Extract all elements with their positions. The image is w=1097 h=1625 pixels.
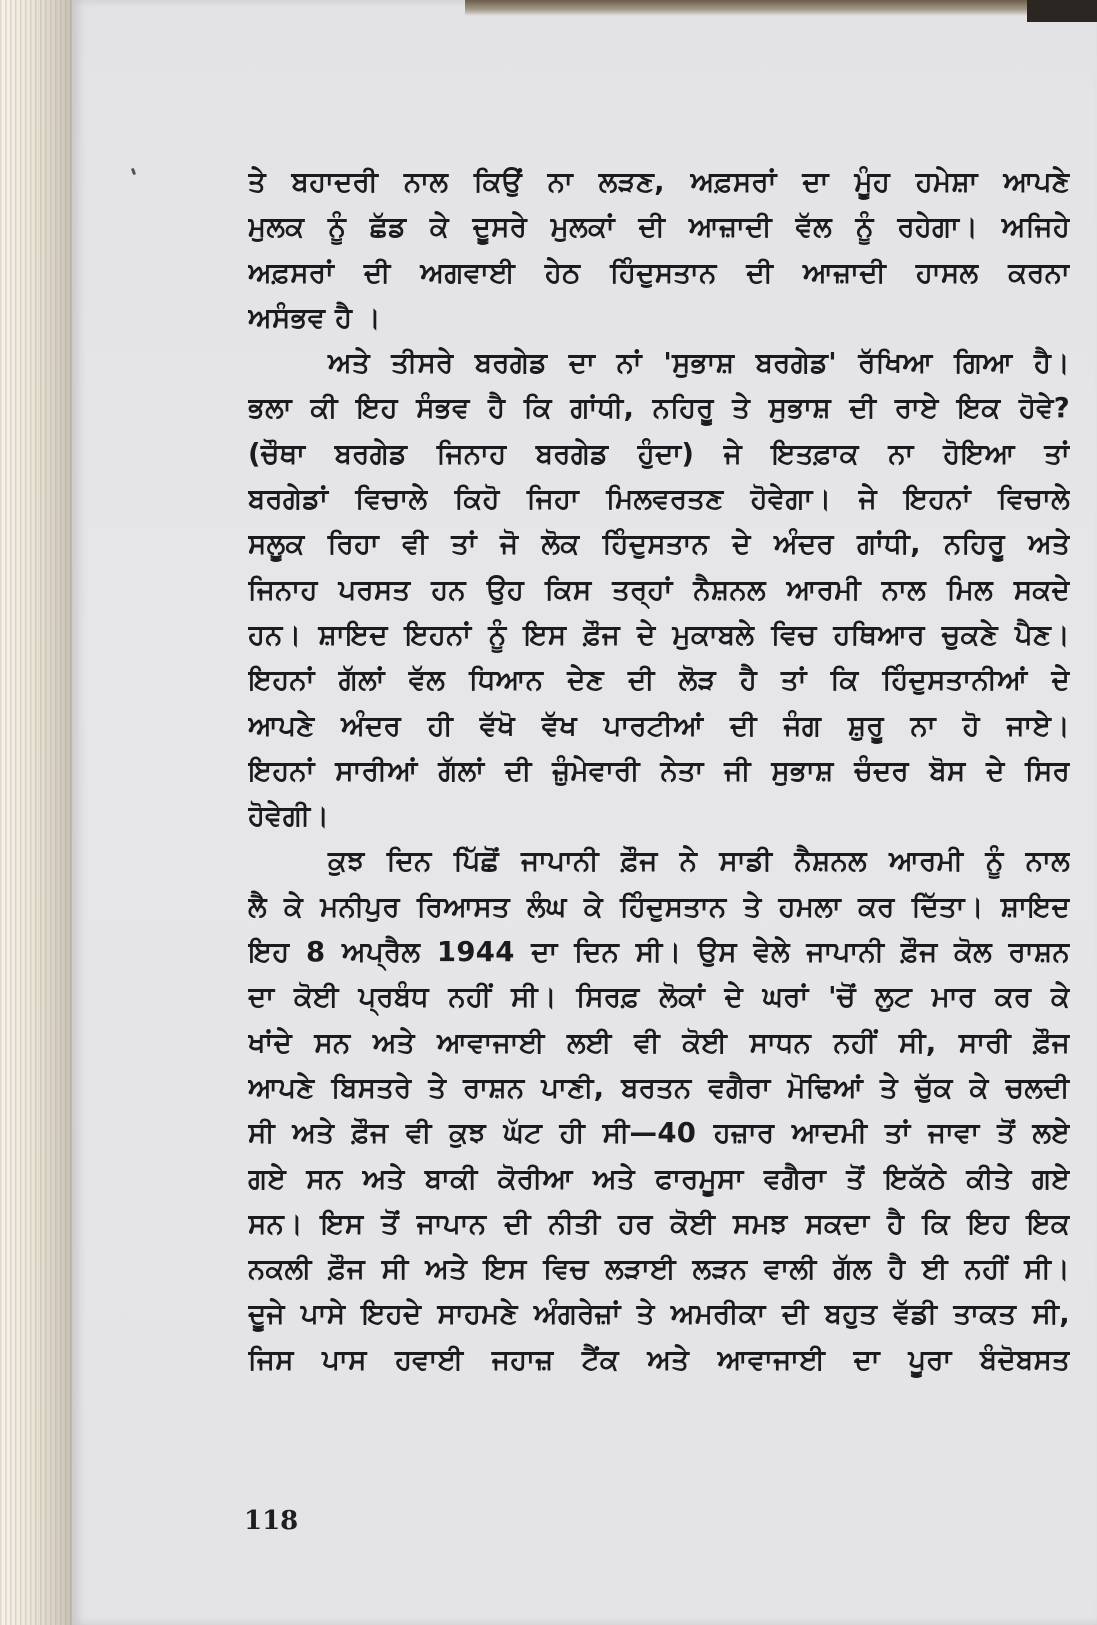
- text-line: ਅਤੇ ਤੀਸਰੇ ਬਰਗੇਡ ਦਾ ਨਾਂ 'ਸੁਭਾਸ਼ ਬਰਗੇਡ' ਰੱਖਿਆ ਗਿਆ ਹੈ।: [328, 347, 1070, 380]
- page-number: 118: [244, 1506, 299, 1536]
- text-line: ਨਕਲੀ ਫ਼ੌਜ ਸੀ ਅਤੇ ਇਸ ਵਿਚ ਲੜਾਈ ਲੜਨ ਵਾਲੀ ਗੱਲ ਹੈ ਈ ਨਹੀਂ ਸੀ।: [248, 1253, 1070, 1286]
- body-text: [248, 160, 1070, 1383]
- text-line: ਇਹ 8 ਅਪ੍ਰੈਲ 1944 ਦਾ ਦਿਨ ਸੀ। ਉਸ ਵੇਲੇ ਜਾਪਾਨੀ ਫ਼ੌਜ ਕੋਲ ਰਾਸ਼ਨ: [248, 936, 1070, 969]
- top-shadow-strip: [465, 0, 1097, 16]
- text-line: ਇਹਨਾਂ ਗੱਲਾਂ ਵੱਲ ਧਿਆਨ ਦੇਣ ਦੀ ਲੋੜ ਹੈ ਤਾਂ ਕਿ ਹਿੰਦੁਸਤਾਨੀਆਂ ਦੇ: [248, 664, 1070, 697]
- text-line: ਜਿਨਾਹ ਪਰਸਤ ਹਨ ਉਹ ਕਿਸ ਤਰ੍ਹਾਂ ਨੈਸ਼ਨਲ ਆਰਮੀ ਨਾਲ ਮਿਲ ਸਕਦੇ: [248, 573, 1070, 606]
- text-line: ਆਪਣੇ ਬਿਸਤਰੇ ਤੇ ਰਾਸ਼ਨ ਪਾਣੀ, ਬਰਤਨ ਵਗੈਰਾ ਮੋਢਿਆਂ ਤੇ ਚੁੱਕ ਕੇ ਚਲਦੀ: [248, 1071, 1070, 1104]
- text-line: ਲੈ ਕੇ ਮਨੀਪੁਰ ਰਿਆਸਤ ਲੰਘ ਕੇ ਹਿੰਦੁਸਤਾਨ ਤੇ ਹਮਲਾ ਕਰ ਦਿੱਤਾ। ਸ਼ਾਇਦ: [248, 890, 1070, 923]
- text-line: ਭਲਾ ਕੀ ਇਹ ਸੰਭਵ ਹੈ ਕਿ ਗਾਂਧੀ, ਨਹਿਰੂ ਤੇ ਸੁਭਾਸ਼ ਦੀ ਰਾਏ ਇਕ ਹੋਵੇ?: [248, 392, 1070, 425]
- text-line: ਆਪਣੇ ਅੰਦਰ ਹੀ ਵੱਖੋ ਵੱਖ ਪਾਰਟੀਆਂ ਦੀ ਜੰਗ ਸ਼ੁਰੂ ਨਾ ਹੋ ਜਾਏ।: [248, 709, 1070, 742]
- text-line: ਖਾਂਦੇ ਸਨ ਅਤੇ ਆਵਾਜਾਈ ਲਈ ਵੀ ਕੋਈ ਸਾਧਨ ਨਹੀਂ ਸੀ, ਸਾਰੀ ਫ਼ੌਜ: [248, 1026, 1070, 1059]
- text-line: ਗਏ ਸਨ ਅਤੇ ਬਾਕੀ ਕੋਰੀਆ ਅਤੇ ਫਾਰਮੂਸਾ ਵਗੈਰਾ ਤੋਂ ਇਕੱਠੇ ਕੀਤੇ ਗਏ: [248, 1162, 1070, 1195]
- text-line: ਬਰਗੇਡਾਂ ਵਿਚਾਲੇ ਕਿਹੋ ਜਿਹਾ ਮਿਲਵਰਤਣ ਹੋਵੇਗਾ। ਜੇ ਇਹਨਾਂ ਵਿਚਾਲੇ: [248, 483, 1070, 516]
- page-edges: [0, 0, 78, 1625]
- text-line: ਹੋਵੇਗੀ।: [248, 800, 330, 833]
- text-line: ਅਸੰਭਵ ਹੈ ।: [248, 301, 382, 334]
- text-line: ਹਨ। ਸ਼ਾਇਦ ਇਹਨਾਂ ਨੂੰ ਇਸ ਫ਼ੌਜ ਦੇ ਮੁਕਾਬਲੇ ਵਿਚ ਹਥਿਆਰ ਚੁਕਣੇ ਪੈਣ।: [248, 618, 1070, 651]
- text-line: ਤੇ ਬਹਾਦਰੀ ਨਾਲ ਕਿਉਂ ਨਾ ਲੜਣ, ਅਫ਼ਸਰਾਂ ਦਾ ਮੂੰਹ ਹਮੇਸ਼ਾ ਆਪਣੇ: [248, 166, 1070, 198]
- text-line: ਅਫ਼ਸਰਾਂ ਦੀ ਅਗਵਾਈ ਹੇਠ ਹਿੰਦੁਸਤਾਨ ਦੀ ਆਜ਼ਾਦੀ ਹਾਸਲ ਕਰਨਾ: [248, 256, 1070, 289]
- text-line: ਦਾ ਕੋਈ ਪ੍ਰਬੰਧ ਨਹੀਂ ਸੀ। ਸਿਰਫ਼ ਲੋਕਾਂ ਦੇ ਘਰਾਂ 'ਚੋਂ ਲੁਟ ਮਾਰ ਕਰ ਕੇ: [248, 981, 1070, 1014]
- text-line: ਜਿਸ ਪਾਸ ਹਵਾਈ ਜਹਾਜ਼ ਟੈਂਕ ਅਤੇ ਆਵਾਜਾਈ ਦਾ ਪੂਰਾ ਬੰਦੋਬਸਤ: [248, 1343, 1070, 1376]
- text-line: ਮੁਲਕ ਨੂੰ ਛੱਡ ਕੇ ਦੂਸਰੇ ਮੁਲਕਾਂ ਦੀ ਆਜ਼ਾਦੀ ਵੱਲ ਨੂੰ ਰਹੇਗਾ। ਅਜਿਹੇ: [248, 211, 1070, 244]
- text-line: ਸਲੂਕ ਰਿਹਾ ਵੀ ਤਾਂ ਜੋ ਲੋਕ ਹਿੰਦੁਸਤਾਨ ਦੇ ਅੰਦਰ ਗਾਂਧੀ, ਨਹਿਰੂ ਅਤੇ: [248, 528, 1070, 561]
- top-dark-corner: [1027, 0, 1097, 22]
- paragraph-1: [248, 160, 1070, 341]
- text-line: (ਚੌਥਾ ਬਰਗੇਡ ਜਿਨਾਹ ਬਰਗੇਡ ਹੁੰਦਾ) ਜੇ ਇਤਫ਼ਾਕ ਨਾ ਹੋਇਆ ਤਾਂ: [248, 437, 1070, 470]
- paragraph-2: [248, 341, 1070, 839]
- text-line: ਦੂਜੇ ਪਾਸੇ ਇਹਦੇ ਸਾਹਮਣੇ ਅੰਗਰੇਜ਼ਾਂ ਤੇ ਅਮਰੀਕਾ ਦੀ ਬਹੁਤ ਵੱਡੀ ਤਾਕਤ ਸੀ,: [248, 1298, 1070, 1331]
- paragraph-3: [248, 839, 1070, 1383]
- text-line: ਸੀ ਅਤੇ ਫ਼ੌਜ ਵੀ ਕੁਝ ਘੱਟ ਹੀ ਸੀ—40 ਹਜ਼ਾਰ ਆਦਮੀ ਤਾਂ ਜਾਵਾ ਤੋਂ ਲਏ: [248, 1117, 1070, 1150]
- text-line: ਕੁਝ ਦਿਨ ਪਿੱਛੋਂ ਜਾਪਾਨੀ ਫ਼ੌਜ ਨੇ ਸਾਡੀ ਨੈਸ਼ਨਲ ਆਰਮੀ ਨੂੰ ਨਾਲ: [328, 845, 1070, 878]
- text-line: ਸਨ। ਇਸ ਤੋਂ ਜਾਪਾਨ ਦੀ ਨੀਤੀ ਹਰ ਕੋਈ ਸਮਝ ਸਕਦਾ ਹੈ ਕਿ ਇਹ ਇਕ: [248, 1207, 1070, 1240]
- text-line: ਇਹਨਾਂ ਸਾਰੀਆਂ ਗੱਲਾਂ ਦੀ ਜ਼ੁੰਮੇਵਾਰੀ ਨੇਤਾ ਜੀ ਸੁਭਾਸ਼ ਚੰਦਰ ਬੋਸ ਦੇ ਸਿਰ: [248, 754, 1070, 787]
